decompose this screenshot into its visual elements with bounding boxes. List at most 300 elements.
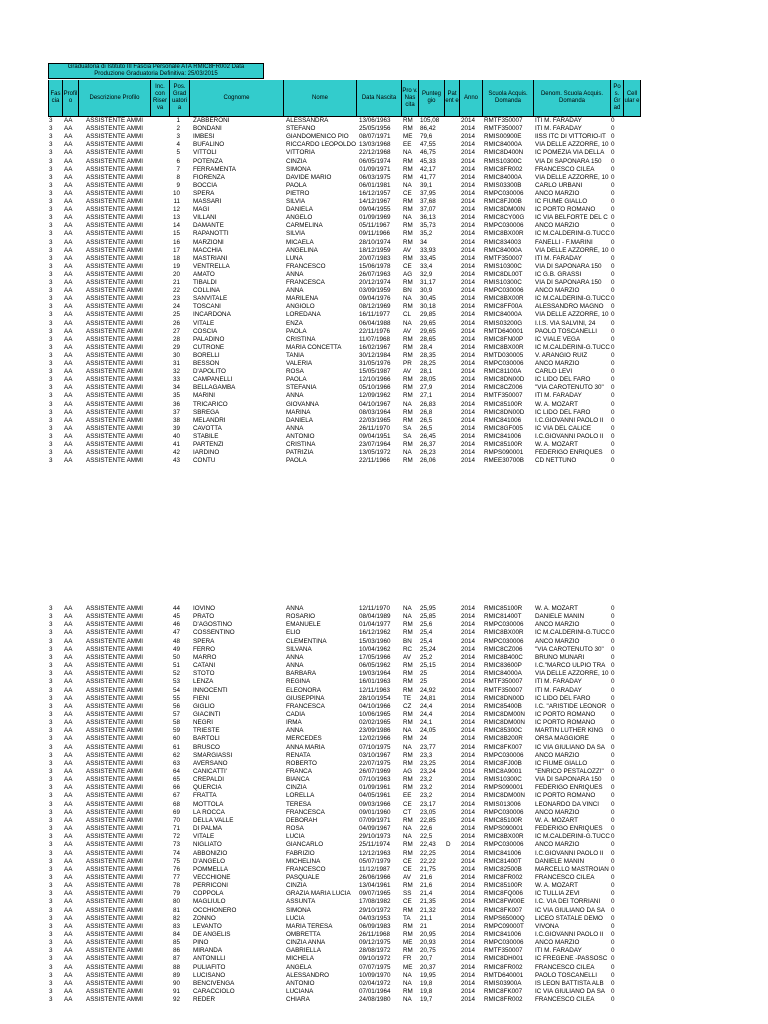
cell-anno: 2014 <box>461 882 476 890</box>
cell-fascia: 3 <box>49 335 53 343</box>
cell-punteggio: 35,73 <box>420 222 436 230</box>
table-row <box>0 784 768 792</box>
cell-profilo: AA <box>64 947 73 955</box>
cell-descrizione: ASSISTENTE AMMI <box>86 432 144 440</box>
cell-punteggio: 36,13 <box>420 214 436 222</box>
cell-pos-graduatoria: 31 <box>172 360 180 367</box>
cell-fascia: 3 <box>49 351 53 359</box>
cell-denom-scuola: ANCO MARZIO <box>535 360 580 367</box>
cell-cognome: PULIAFITO <box>193 963 226 971</box>
cell-profilo: AA <box>64 939 73 947</box>
cell-pos-grad: 0 <box>611 311 615 319</box>
cell-anno: 2014 <box>461 457 476 465</box>
cell-prov-nascita: ME <box>403 133 413 141</box>
cell-profilo: AA <box>64 816 73 824</box>
cell-punteggio: 24,05 <box>420 727 436 735</box>
cell-pos-grad: 0 <box>611 279 615 286</box>
cell-nome: FRANCESCO <box>286 262 326 270</box>
table-row <box>0 646 768 654</box>
cell-cognome: MELANDRI <box>193 416 226 424</box>
cell-denom-scuola: W. A. MOZART <box>535 441 578 448</box>
cell-pos-grad: 0 <box>611 906 615 914</box>
table-row <box>0 898 768 906</box>
cell-pos-graduatoria: 71 <box>172 825 180 833</box>
cell-nome: ANTONIO <box>286 432 315 440</box>
cell-data-nascita: 28/10/1954 <box>359 694 391 702</box>
cell-profilo: AA <box>64 710 73 718</box>
cell-descrizione: ASSISTENTE AMMI <box>86 376 144 384</box>
cell-pos-graduatoria: 50 <box>172 653 180 661</box>
cell-punteggio: 30,45 <box>420 295 436 303</box>
cell-descrizione: ASSISTENTE AMMI <box>86 768 144 775</box>
cell-descrizione: ASSISTENTE AMMI <box>86 141 144 149</box>
cell-pos-grad: 0 <box>611 857 615 865</box>
cell-scuola-acquis: RMIC841006 <box>484 849 522 857</box>
cell-anno: 2014 <box>461 710 476 718</box>
cell-anno: 2014 <box>461 319 476 327</box>
cell-prov-nascita: RM <box>403 303 413 311</box>
cell-scuola-acquis: RMTF350007 <box>484 125 523 133</box>
cell-pos-grad: 0 <box>611 776 615 784</box>
cell-data-nascita: 26/06/1966 <box>359 873 391 881</box>
cell-cognome: MIRANDA <box>193 947 223 955</box>
cell-profilo: AA <box>64 719 73 727</box>
cell-scuola-acquis: RMIS10300C <box>484 262 522 270</box>
table-row <box>0 670 768 678</box>
cell-scuola-acquis: RMTD640001 <box>484 327 524 335</box>
header-descrizione: Descrizione Profilo <box>79 80 151 117</box>
cell-pos-graduatoria: 24 <box>172 303 180 311</box>
cell-descrizione: ASSISTENTE AMMI <box>86 678 144 686</box>
cell-profilo: AA <box>64 246 73 254</box>
cell-profilo: AA <box>64 424 73 432</box>
cell-pos-graduatoria: 87 <box>172 955 180 963</box>
cell-punteggio: 25,4 <box>420 629 433 637</box>
cell-anno: 2014 <box>461 621 476 629</box>
table-row <box>0 711 768 719</box>
cell-denom-scuola: "VIA CAROTENUTO 30" <box>535 645 604 653</box>
cell-fascia: 3 <box>49 457 53 465</box>
cell-fascia: 3 <box>49 629 53 637</box>
table-row <box>0 727 768 735</box>
cell-nome: ASSUNTA <box>286 898 316 906</box>
cell-profilo: AA <box>64 441 73 448</box>
cell-punteggio: 45,33 <box>420 157 436 165</box>
header-punteggio: Punteg gio <box>419 80 445 117</box>
cell-profilo: AA <box>64 230 73 238</box>
cell-fascia: 3 <box>49 376 53 384</box>
cell-cognome: LENZA <box>193 678 214 686</box>
cell-fascia: 3 <box>49 857 53 865</box>
cell-denom-scuola: IC VIA GIULIANO DA SA <box>535 988 605 996</box>
cell-cognome: IARDINO <box>193 449 220 457</box>
cell-anno: 2014 <box>461 157 476 165</box>
cell-pos-graduatoria: 85 <box>172 939 180 947</box>
cell-pos-grad: 0 <box>611 971 615 979</box>
table-row <box>0 996 768 1004</box>
cell-scuola-acquis: RMIC85400B <box>484 702 522 710</box>
cell-profilo: AA <box>64 368 73 376</box>
cell-punteggio: 47,55 <box>420 141 436 149</box>
cell-scuola-acquis: RMTF350007 <box>484 947 523 955</box>
cell-punteggio: 26,5 <box>420 424 433 432</box>
cell-descrizione: ASSISTENTE AMMI <box>86 441 144 448</box>
cell-prov-nascita: SA <box>403 432 412 440</box>
cell-fascia: 3 <box>49 327 53 335</box>
cell-fascia: 3 <box>49 996 53 1004</box>
cell-prov-nascita: EE <box>403 141 412 149</box>
cell-punteggio: 21,4 <box>420 890 433 898</box>
cell-descrizione: ASSISTENTE AMMI <box>86 743 144 751</box>
table-row <box>0 263 768 271</box>
cell-nome: ANNA <box>286 392 304 400</box>
cell-profilo: AA <box>64 825 73 833</box>
cell-pos-graduatoria: 60 <box>172 735 180 743</box>
table-row <box>0 303 768 311</box>
cell-pos-graduatoria: 54 <box>172 686 180 694</box>
cell-pos-grad: 0 <box>611 222 615 230</box>
cell-fascia: 3 <box>49 735 53 743</box>
cell-punteggio: 105,08 <box>420 117 440 124</box>
table-row <box>0 125 768 133</box>
cell-punteggio: 25 <box>420 670 428 678</box>
table-row <box>0 866 768 874</box>
cell-nome: LUCIA <box>286 914 305 922</box>
table-row <box>0 279 768 287</box>
cell-denom-scuola: IC M.CALDERINI-G.TUCC <box>535 629 610 637</box>
cell-profilo: AA <box>64 343 73 351</box>
cell-anno: 2014 <box>461 841 476 849</box>
cell-scuola-acquis: RMIS10300C <box>484 157 522 165</box>
header-nome: Nome <box>284 80 357 117</box>
table-row <box>0 850 768 858</box>
cell-cognome: MASSARI <box>193 198 222 205</box>
cell-scuola-acquis: RMIC8FK007 <box>484 906 523 914</box>
cell-cognome: STOTO <box>193 670 215 678</box>
cell-prov-nascita: RM <box>403 254 413 262</box>
cell-descrizione: ASSISTENTE AMMI <box>86 279 144 286</box>
cell-data-nascita: 12/12/1963 <box>359 849 391 857</box>
cell-fascia: 3 <box>49 270 53 278</box>
cell-data-nascita: 22/11/1966 <box>359 457 391 465</box>
table-row <box>0 401 768 409</box>
cell-prov-nascita: RM <box>403 457 413 465</box>
cell-anno: 2014 <box>461 165 476 173</box>
cell-prov-nascita: RM <box>403 686 413 694</box>
cell-cognome: AMATO <box>193 270 215 278</box>
cell-fascia: 3 <box>49 133 53 141</box>
cell-punteggio: 35,2 <box>420 230 433 238</box>
cell-anno: 2014 <box>461 287 476 295</box>
cell-nome: ELIO <box>286 629 301 637</box>
cell-cognome: VILLANI <box>193 214 217 222</box>
cell-prov-nascita: CE <box>403 865 412 873</box>
cell-pos-graduatoria: 52 <box>172 670 180 678</box>
cell-fascia: 3 <box>49 400 53 408</box>
cell-denom-scuola: IC TULLIA ZEVI <box>535 890 580 898</box>
cell-cognome: PINO <box>193 939 209 947</box>
cell-profilo: AA <box>64 833 73 841</box>
table-row <box>0 687 768 695</box>
cell-nome: FRANCA <box>286 768 312 775</box>
cell-pos-grad: 0 <box>611 637 615 645</box>
cell-data-nascita: 06/03/1975 <box>359 173 391 181</box>
cell-fascia: 3 <box>49 441 53 448</box>
cell-pos-grad: 0 <box>611 125 615 133</box>
cell-scuola-acquis: RMPC030006 <box>484 222 524 230</box>
cell-cognome: QUERCIA <box>193 784 222 792</box>
cell-cognome: FERRAMENTA <box>193 165 236 173</box>
cell-anno: 2014 <box>461 670 476 678</box>
cell-scuola-acquis: RMPS090001 <box>484 784 524 792</box>
table-row <box>0 166 768 174</box>
cell-nome: ROSA <box>286 825 304 833</box>
cell-anno: 2014 <box>461 327 476 335</box>
cell-prov-nascita: RM <box>403 351 413 359</box>
cell-cognome: PALADINO <box>193 335 225 343</box>
cell-scuola-acquis: RMIC8FJ00B <box>484 198 522 205</box>
cell-nome: ROBERTO <box>286 759 317 767</box>
cell-fascia: 3 <box>49 825 53 833</box>
table-row <box>0 133 768 141</box>
table-row <box>0 271 768 279</box>
cell-profilo: AA <box>64 605 73 612</box>
cell-prov-nascita: RM <box>403 784 413 792</box>
cell-denom-scuola: IC LIDO DEL FARO <box>535 694 591 702</box>
cell-data-nascita: 05/11/1967 <box>359 222 391 230</box>
cell-pos-graduatoria: 43 <box>172 457 180 465</box>
table-row <box>0 980 768 988</box>
cell-scuola-acquis: RMIC8FK007 <box>484 988 523 996</box>
cell-nome: ANNA <box>286 270 304 278</box>
cell-scuola-acquis: RMIC81100A <box>484 368 522 376</box>
cell-scuola-acquis: RMIC8B400C <box>484 653 523 661</box>
cell-pos-grad: 0 <box>611 214 615 222</box>
cell-cognome: MARINI <box>193 392 216 400</box>
cell-descrizione: ASSISTENTE AMMI <box>86 157 144 165</box>
cell-denom-scuola: MARTIN LUTHER KING <box>535 727 604 735</box>
cell-denom-scuola: IC FREGENE -PASSOSC <box>535 955 608 963</box>
cell-denom-scuola: FEDERIGO ENRIQUES <box>535 825 603 833</box>
cell-nome: TERESA <box>286 800 312 808</box>
cell-data-nascita: 16/02/1967 <box>359 343 391 351</box>
cell-denom-scuola: PAOLO TOSCANELLI <box>535 327 597 335</box>
cell-nome: ANNA <box>286 727 304 735</box>
cell-prov-nascita: TE <box>403 694 412 702</box>
cell-anno: 2014 <box>461 449 476 457</box>
cell-punteggio: 33,45 <box>420 254 436 262</box>
cell-fascia: 3 <box>49 230 53 238</box>
cell-descrizione: ASSISTENTE AMMI <box>86 125 144 133</box>
cell-punteggio: 32,9 <box>420 270 433 278</box>
cell-denom-scuola: W. A. MOZART <box>535 400 578 408</box>
cell-punteggio: 31,17 <box>420 279 436 286</box>
cell-prov-nascita: RM <box>403 662 413 670</box>
cell-fascia: 3 <box>49 279 53 286</box>
cell-scuola-acquis: RMIC8A9001 <box>484 768 522 775</box>
header-data-nascita: Data Nascita <box>357 80 402 117</box>
cell-pos-grad: 0 <box>611 735 615 743</box>
cell-anno: 2014 <box>461 776 476 784</box>
cell-scuola-acquis: RMIC8BX00R <box>484 343 524 351</box>
table-row <box>0 931 768 939</box>
cell-prov-nascita: CZ <box>403 702 412 710</box>
cell-prov-nascita: EE <box>403 792 412 800</box>
cell-pos-graduatoria: 11 <box>173 198 180 205</box>
cell-punteggio: 22,25 <box>420 849 436 857</box>
cell-pos-graduatoria: 9 <box>176 181 180 189</box>
table-row <box>0 376 768 384</box>
cell-punteggio: 23,25 <box>420 759 436 767</box>
cell-pos-graduatoria: 59 <box>172 727 180 735</box>
table-row <box>0 149 768 157</box>
cell-anno: 2014 <box>461 238 476 246</box>
cell-descrizione: ASSISTENTE AMMI <box>86 351 144 359</box>
cell-fascia: 3 <box>49 621 53 629</box>
cell-punteggio: 46,75 <box>420 149 436 157</box>
table-row <box>0 409 768 417</box>
cell-descrizione: ASSISTENTE AMMI <box>86 149 144 157</box>
cell-nome: PASQUALE <box>286 873 320 881</box>
cell-cognome: TIBALDI <box>193 279 217 286</box>
cell-data-nascita: 07/10/1963 <box>359 776 391 784</box>
cell-cognome: FRATTA <box>193 792 217 800</box>
cell-fascia: 3 <box>49 189 53 197</box>
cell-fascia: 3 <box>49 416 53 424</box>
cell-pos-graduatoria: 69 <box>172 808 180 816</box>
cell-pos-grad: 0 <box>611 653 615 661</box>
cell-descrizione: ASSISTENTE AMMI <box>86 335 144 343</box>
cell-prov-nascita: AV <box>403 327 411 335</box>
cell-profilo: AA <box>64 686 73 694</box>
cell-data-nascita: 12/10/1966 <box>359 376 391 384</box>
cell-denom-scuola: VIA DI SAPONARA 150 <box>535 262 602 270</box>
table-row <box>0 190 768 198</box>
cell-fascia: 3 <box>49 295 53 303</box>
cell-profilo: AA <box>64 206 73 214</box>
cell-prov-nascita: RM <box>403 198 413 205</box>
cell-descrizione: ASSISTENTE AMMI <box>86 613 144 621</box>
cell-pos-graduatoria: 46 <box>172 621 180 629</box>
cell-denom-scuola: ANCO MARZIO <box>535 287 580 295</box>
cell-anno: 2014 <box>461 117 476 124</box>
cell-punteggio: 23,2 <box>420 792 433 800</box>
cell-pos-grad: 0 <box>611 424 615 432</box>
cell-punteggio: 34 <box>420 238 428 246</box>
cell-scuola-acquis: RMIC8FR002 <box>484 873 523 881</box>
cell-profilo: AA <box>64 662 73 670</box>
cell-prov-nascita: CE <box>403 800 412 808</box>
cell-cognome: VITALE <box>193 319 215 327</box>
cell-scuola-acquis: RMIC8BX00R <box>484 833 524 841</box>
cell-cognome: PARTENZI <box>193 441 224 448</box>
cell-descrizione: ASSISTENTE AMMI <box>86 849 144 857</box>
cell-prov-nascita: RM <box>403 751 413 759</box>
cell-pos-grad: 0 <box>611 287 615 295</box>
cell-prov-nascita: CE <box>403 189 412 197</box>
cell-denom-scuola: ITI M. FARADAY <box>535 117 582 124</box>
cell-scuola-acquis: RMIC8DN00D <box>484 408 525 416</box>
cell-data-nascita: 08/12/1969 <box>359 303 391 311</box>
cell-nome: ELEONORA <box>286 686 321 694</box>
cell-anno: 2014 <box>461 833 476 841</box>
cell-nome: MARILENA <box>286 295 319 303</box>
cell-pos-grad: 0 <box>611 841 615 849</box>
cell-data-nascita: 07/09/1971 <box>359 816 391 824</box>
cell-denom-scuola: W. A. MOZART <box>535 882 578 890</box>
cell-cognome: LA ROCCA <box>193 808 225 816</box>
cell-punteggio: 24 <box>420 735 428 743</box>
cell-anno: 2014 <box>461 719 476 727</box>
cell-prov-nascita: RM <box>403 849 413 857</box>
cell-nome: LORELLA <box>286 792 315 800</box>
cell-cognome: GIGLIO <box>193 702 215 710</box>
cell-cognome: MAGI <box>193 206 210 214</box>
cell-profilo: AA <box>64 133 73 141</box>
cell-descrizione: ASSISTENTE AMMI <box>86 825 144 833</box>
cell-prov-nascita: RM <box>403 441 413 448</box>
cell-nome: SILVANA <box>286 645 312 653</box>
cell-scuola-acquis: RMTF350007 <box>484 392 523 400</box>
cell-profilo: AA <box>64 784 73 792</box>
cell-scuola-acquis: RMPC030006 <box>484 637 524 645</box>
cell-scuola-acquis: RMIC81400T <box>484 857 522 865</box>
cell-descrizione: ASSISTENTE AMMI <box>86 181 144 189</box>
cell-descrizione: ASSISTENTE AMMI <box>86 392 144 400</box>
cell-pos-grad: 0 <box>611 833 615 841</box>
cell-prov-nascita: RM <box>403 621 413 629</box>
cell-anno: 2014 <box>461 368 476 376</box>
cell-profilo: AA <box>64 400 73 408</box>
cell-cognome: MASTRIANI <box>193 254 228 262</box>
cell-prov-nascita: AV <box>403 368 411 376</box>
cell-scuola-acquis: RMIC8DM00N <box>484 719 525 727</box>
cell-prov-nascita: FR <box>403 955 412 963</box>
cell-punteggio: 25,6 <box>420 621 433 629</box>
cell-scuola-acquis: RMPC030006 <box>484 808 524 816</box>
cell-scuola-acquis: RMIC85100R <box>484 816 523 824</box>
cell-nome: TANIA <box>286 351 305 359</box>
cell-nome: ANGELA <box>286 963 312 971</box>
cell-nome: LUCIANA <box>286 988 314 996</box>
cell-data-nascita: 06/05/1974 <box>359 157 391 165</box>
cell-data-nascita: 04/05/1961 <box>359 792 391 800</box>
cell-scuola-acquis: RMTD640001 <box>484 971 524 979</box>
title-line-2: Produzione Graduatoria Definitiva: 25/03/2015 <box>94 71 218 77</box>
cell-profilo: AA <box>64 117 73 124</box>
cell-scuola-acquis: RMIS03300B <box>484 181 522 189</box>
cell-prov-nascita: RM <box>403 206 413 214</box>
cell-anno: 2014 <box>461 262 476 270</box>
cell-profilo: AA <box>64 416 73 424</box>
cell-denom-scuola: IC M.CALDERINI-G.TUCC <box>535 230 610 238</box>
cell-prov-nascita: SA <box>403 424 412 432</box>
cell-scuola-acquis: RMIC8D400N <box>484 149 524 157</box>
cell-descrizione: ASSISTENTE AMMI <box>86 384 144 392</box>
cell-anno: 2014 <box>461 230 476 238</box>
cell-fascia: 3 <box>49 816 53 824</box>
cell-nome: GIANDOMENICO PIO <box>286 133 349 141</box>
table-row <box>0 320 768 328</box>
cell-data-nascita: 06/01/1981 <box>359 181 391 189</box>
cell-pos-grad: 0 <box>611 694 615 702</box>
cell-scuola-acquis: RMIC85100R <box>484 441 523 448</box>
cell-descrizione: ASSISTENTE AMMI <box>86 605 144 612</box>
cell-pos-grad: 0 <box>611 335 615 343</box>
cell-nome: CINZIA <box>286 157 307 165</box>
cell-data-nascita: 01/09/1969 <box>359 214 391 222</box>
cell-descrizione: ASSISTENTE AMMI <box>86 865 144 873</box>
